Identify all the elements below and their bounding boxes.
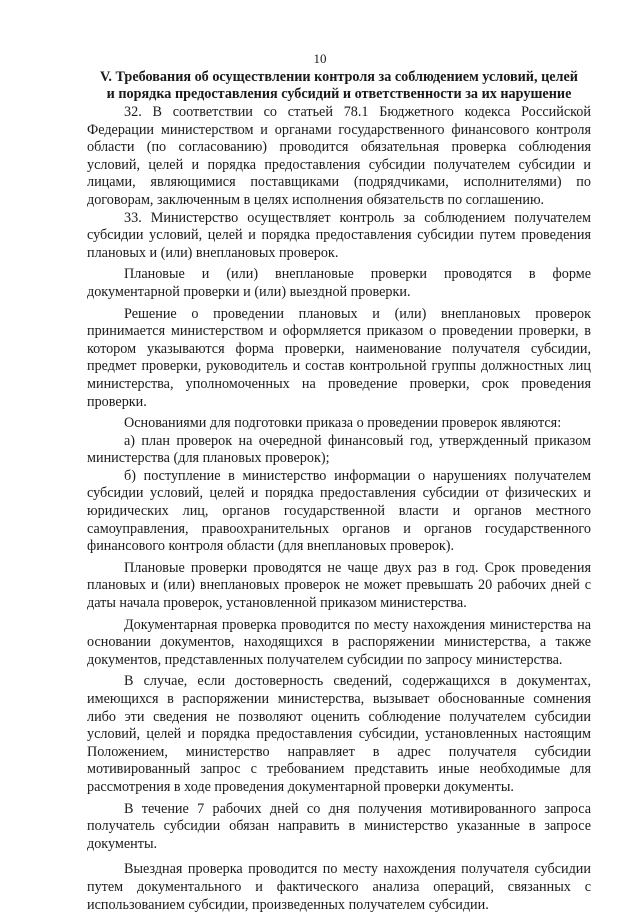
paragraph-planned-frequency: Плановые проверки проводятся не чаще двух раз в год. Срок проведения плановых и (или) внеплановых проверок не может превышать 20 рабочих дней с даты начала проверок, установленной приказом министерства.	[87, 559, 591, 612]
paragraph-33: 33. Министерство осуществляет контроль за соблюдением получателем субсидии условий, целей и порядка предоставления субсидии путем проведения плановых и (или) внеплановых проверок.	[87, 209, 591, 261]
page-number: 10	[313, 51, 327, 66]
paragraph-32: 32. В соответствии со статьей 78.1 Бюджетного кодекса Российской Федерации министерством и органами государственного финансового контроля области (по согласованию) проводится обязательная проверка соблюдения условий, целей и порядка предоставления субсидии получателем субсидии и лицами, являющимися поставщиками (подрядчиками, исполнителями) по договорам, заключенным в целях исполнения обязательств по соглашению.	[87, 104, 591, 208]
section-heading	[87, 69, 591, 103]
list-item-b: б) поступление в министерство информации о нарушениях получателем субсидии условий, целей и порядка предоставления субсидии от физических и юридических лиц, органов государственной власти и органов местного самоуправления, правоохранительных органов и органов государственного финансового контроля области (для внеплановых проверок).	[87, 467, 591, 555]
list-item-a: а) план проверок на очередной финансовый год, утвержденный приказом министерства (для плановых проверок);	[87, 432, 591, 467]
paragraph-motivated-request: В случае, если достоверность сведений, содержащихся в документах, имеющихся в распоряжении министерства, вызывает обоснованные сомнения либо эти сведения не позволяют оценить соблюдение получателем субсидии условий, целей и порядка предоставления субсидии, установленных настоящим Положением, министерство направляет в адрес получателя субсидии мотивированный запрос с требованием представить иные необходимые для рассмотрения в ходе проведения документарной проверки документы.	[87, 673, 591, 795]
paragraph-response-deadline: В течение 7 рабочих дней со дня получения мотивированного запроса получатель субсидии обязан направить в министерство указанные в запросе документы.	[87, 800, 591, 852]
paragraph-onsite-check: Выездная проверка проводится по месту нахождения получателя субсидии путем документального и фактического анализа операций, связанных с использованием субсидии, произведенных получателем субсидии.	[87, 861, 591, 913]
paragraph-documentary-check: Документарная проверка проводится по месту нахождения министерства на основании документов, находящихся в распоряжении министерства, а также документов, представленных получателем субсидии по запросу министерства.	[87, 616, 591, 668]
section-heading-line-2: и порядка предоставления субсидий и ответственности за их нарушение	[106, 86, 572, 102]
body-text	[87, 104, 591, 914]
paragraph-inspection-decision: Решение о проведении плановых и (или) внеплановых проверок принимается министерством и оформляется приказом о проведении проверки, в котором указываются форма проверки, наименование получателя субсидии, предмет проверки, руководитель и состав контрольной группы должностных лиц министерства, уполномоченных на проведение проверки, срок проведения проверки.	[87, 305, 591, 410]
section-heading-line-1: V. Требования об осуществлении контроля за соблюдением условий, целей	[100, 69, 578, 85]
paragraph-grounds-intro: Основаниями для подготовки приказа о проведении проверок являются:	[124, 415, 562, 432]
paragraph-inspection-forms: Плановые и (или) внеплановые проверки проводятся в форме документарной проверки и (или) выездной проверки.	[87, 266, 591, 300]
